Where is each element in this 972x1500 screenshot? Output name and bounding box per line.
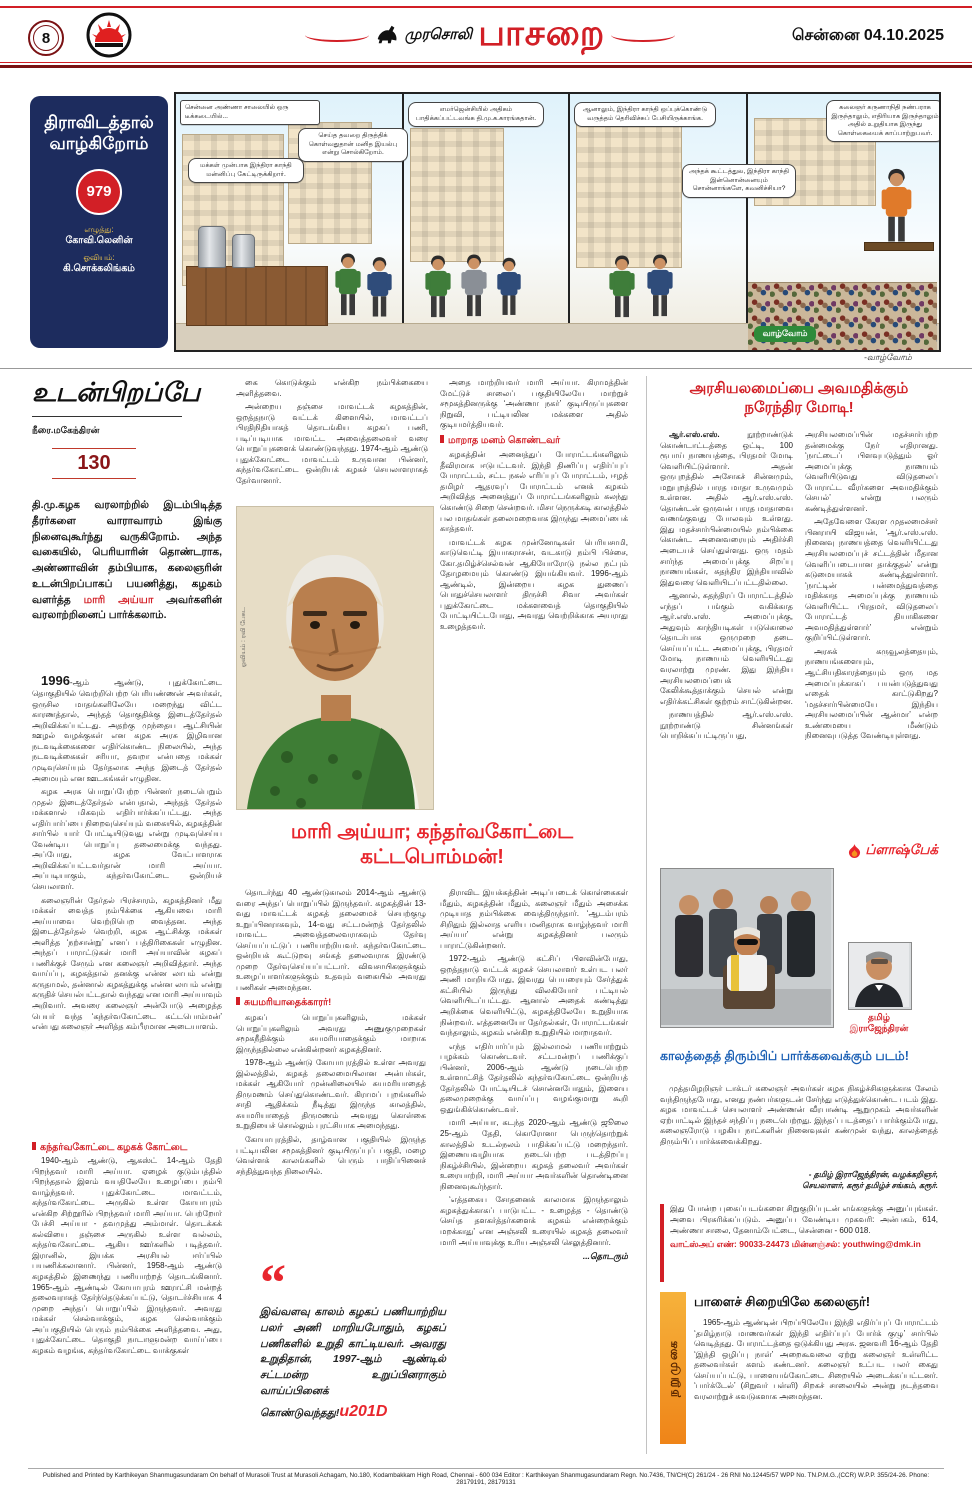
- article-paragraph: தொடர்ந்து 40 ஆண்டுகாலம் 2014-ஆம் ஆண்டு வரை அந்தப் பொறுப்பில் இருந்தவர். கழகத்தின் 13-வது மாவட்டக் கழகத் தலைமைச் செயற்குழு உறுப்பினராகவும், 14-வது சட்டமன்றத் தேர்தலில் மாவட்ட அவைத்தலைவராகவும் தேர்வு செய்யப்பட்டுப் பணியாற்றியவர். கந்தர்வகோட்டை ஒன்றியக் கூட்டுறவு சங்கத் தலைவராக இரண்டு முறை தேர்வுசெய்யப்பட்டார். விவசாயிகளுக்கும் உழைப்பாளர்களுக்கும் உதவும் வகையில் அவரது பணிகள் அமைந்தன.: [236, 888, 426, 992]
- comic-caption: சென்னை அண்ணா சாலையில் ஒரு டீக்கடையில்...: [180, 100, 320, 125]
- comic-artist-label: ஓவியம்:: [83, 252, 115, 262]
- article-paragraph: [32, 672, 222, 784]
- series-title: உடன்பிறப்பே: [32, 378, 201, 407]
- contact-box: [660, 1204, 938, 1282]
- lead-word: ஆர்.எஸ்.எஸ்.: [669, 430, 720, 439]
- comic-person: [460, 252, 488, 320]
- speech-bubble: அந்தக் கூட்டத்துல, இந்திரா காந்தி இன்னொன்னையும் சொன்னாங்களே, கவனிச்சியா?: [682, 164, 796, 198]
- writer-photo: [848, 942, 912, 1010]
- comic-badge: வாழ்வோம்: [754, 326, 816, 342]
- speech-bubble: எமர்ஜென்சியில் அதிகம் பாதிக்கப்பட்டவங்க தி.மு.க.காரங்கதான்.: [408, 102, 544, 127]
- article-paragraph: 1940-ஆம் ஆண்டு, ஆகஸ்ட் 14-ஆம் தேதி பிறந்தவர் மாரி அய்யா. ஏழைக் குடும்பத்தில் பிறந்ததால் இளம் வயதிலேயே உழைப்பை நம்பி வாழ்ந்தவர். புதுக்கோட்டை மாவட்டம், கந்தர்வகோட்டை அருகில் உள்ள கோயாபுரம் என்கிற சிற்றூரில் பிறந்தவர் மாரி அய்யா. பெற்றோர் பேச்சி அய்யா - தவமுத்து அம்மாள். தொடக்கக் கல்வியை தஞ்சை அருகில் உள்ள வல்லம், கந்தர்வகோட்டை ஆகிய ஊர்களில் படித்தவர். இரானில், இயக்க அரசியல் ஈர்ப்பில் பயணிக்கலானார். பின்னர், 1958-ஆம் ஆண்டு கழகத்தில் இணைந்து பணியாற்றத் தொடங்கினார். 1965-ஆம் ஆண்டில் கோயாபுரம் ஊராட்சி மன்றத் தலைவராகத் தேர்ந்தெடுக்கப்பட்டு, தொடர்ச்சியாக 4 முறை அந்தப் பொறுப்பில் இருந்தவர். அவரது மக்கள் செல்வாக்கும், கழக செல்வாக்கும் அப்பகுதியில் பெரும் நம்பிக்கை அளித்தவை. அது, புதுக்கோட்டை தொகுதி நாடாளுமன்ற வாய்ப்பை கழகம் வழங்க, கந்தர்வகோட்டை வாக்குகள்: [32, 1156, 222, 1355]
- building: [576, 124, 682, 268]
- page-number: 8: [41, 29, 51, 47]
- contact-accent-bar: [660, 1204, 664, 1282]
- panel-divider: [568, 94, 570, 350]
- article-paragraph: 1978-ஆம் ஆண்டு கோயாபுரத்தில் உள்ள அவரது இல்லத்தில், கழகத் தலைமையிலான அன்பர்கள், மக்கள் ஆகியோர் முன்னிலையில் சுயமரியாதைத் திருமணம் செய்துகொண்டவர். கிராமப் புறங்களில் சாதி ஆதிக்கம் நீடித்து இருந்த காலத்தில், சுயமரியாதைத் திருமணம் அவரது கொள்கை உறுதியைச் சொல்லும் புரட்சியாக அமைந்தது.: [236, 1058, 426, 1131]
- article-paragraph: மாரி அய்யா, கடந்த 2020-ஆம் ஆண்டு ஜூலை 25-ஆம் தேதி, கொரோனா பெருந்தொற்றுக் காலத்தில் உடல்நலம் பாதிக்கப்பட்டு மறைந்தார். இணையவழியாக நடைபெற்ற படத்திறப்பு நிகழ்ச்சியில், இன்றைய கழகத் தலைவர் அவர்கள் உரையாற்றி, மாரி அய்யா அவர்களின் தொண்டினை நினைவுகூர்ந்தார்.: [440, 1118, 628, 1191]
- article-paragraph: கை கொடுக்கும் என்கிற நம்பிக்கையை அளித்தவை.: [236, 378, 428, 398]
- column-divider: [646, 376, 647, 1454]
- flashback-body: [660, 1084, 938, 1170]
- article-paragraph: கழகப் பொறுப்புகளிலும், மக்கள் பொறுப்புகளிலும் அவரது அணுகுமுறைகள் சமூகநீதிக்கும் சுயமரியாதைக்கும் மாறாக இருந்ததில்லை என்கின்றனர் கழகத்தினர்.: [236, 1013, 426, 1054]
- prison-heading: பாளைச் சிறையிலே கலைஞர்!: [694, 1294, 871, 1309]
- article-paragraph: மாவட்டக் கழக முன்னோடிகள் பெரியசாமி, காடுவெட்டி இயாகராசன், வடகாடு நம்பி பிச்சை, கோ.தமிழ்ச்செல்வன் ஆகியோரோடு நல்ல நட்பும் தோழமையும் கொண்டு இயங்கியவர். 1996-ஆம் ஆண்டில், இன்றைய கழக துணைப் பொதுச்செயலாளர் திருச்சி சிவா அவர்கள் புதுக்கோட்டை மக்களவைத் தொகுதியில் போட்டியிட்டபோது, அவரது வெற்றிக்காக அயராது உழைத்தவர்.: [440, 537, 628, 632]
- masthead-emblem-icon: [375, 23, 399, 47]
- comic-bottom-rule: [0, 368, 972, 369]
- article-paragraph: முத்தமிழறிஞர் டாக்டர் கலைஞர் அவர்கள் கழக நிகழ்ச்சிகளுக்காக சேலம் வந்திருந்தபோது, எனது நண்பர்களுடன் சேர்ந்து எடுத்துக்கொண்ட படம் இது. கழக மாவட்டச் செயலாளர் அண்ணன் வீரபாண்டி ஆறுமுகம் அவர்களின் ஏற்பாட்டில் இந்தச் சந்திப்பு நடைபெற்றது. இந்தப் படத்தைப் பார்க்கும்போது, கலைஞரோடு பழகிய நாட்களின் நினைவுகள் கண்முன் வந்து, காலத்தைத் திரும்பிப் பார்க்கவைக்கிறது.: [660, 1084, 938, 1146]
- article-paragraph: 1972-ஆம் ஆண்டு கட்சிப் பிளவின்போது, ஒறத்தநாடு வட்டக் கழகச் செயலாளர் உள்பட பலர் அணி மாறியபோது, இவரது பெயரையும் சேர்த்துக் கட்சியில் இருந்து விலகியோர் பட்டியல் வெளியிடப்பட்டது. ஆனால் அதைக் கண்டித்து அறிக்கை வெளியிட்டு, கழகத்திலேயே உறுதியாக நின்றவர். எத்தனையோ தேர்தல்கள், போராட்டங்கள் வந்தாலும், கழகம் என்கிற உறுதியில் மாறாதவர்.: [440, 954, 628, 1038]
- article-paragraph: கோயாபுரத்தில், தாழ்வான பகுதியில் இருந்த பட்டியலின சமூகத்தினர் குடியிருப்புப் பகுதி, மழை வெள்ளக் காலங்களில் பெரும் பாதிப்பினைச் சந்தித்துவந்த நிலையில்.: [236, 1135, 426, 1176]
- credit-line1: - தமிழ் இராஜேந்திரன், வழக்கறிஞர்,: [808, 1170, 938, 1179]
- article-subhead: மாறாத மனம் கொண்டவர்: [440, 435, 628, 448]
- contact-whatsapp: வாட்ஸ்அப் எண்: 90033-24473 மின்னஞ்சல்: youthwing@dmk.in: [670, 1239, 921, 1250]
- article-column-2: [236, 378, 428, 502]
- comic-person: [334, 252, 362, 318]
- comic-person: [424, 254, 452, 320]
- tea-stall-counter: [186, 266, 328, 326]
- drop-word: 1996: [41, 673, 70, 688]
- masthead-script: முரசொலி: [404, 26, 473, 43]
- imprint-line: Published and Printed by Karthikeyan Shanmugasundaram On behalf of Murasoli Trust at Murasoli Achagam, No.180, Kodambakkam High Road, Chennai - 600 034 Editor : Karthikeyan Shanmugasundaram Regn. No.7436, TN/CH(C) 261/24 - 26 RNI No.12445/57 WPP No. TN.P.M.G.,(CCR) W.P.P. 355/24-26. Phone: 28179191, 28179131: [28, 1468, 944, 1486]
- comic-person: [646, 252, 674, 320]
- speech-bubble: மக்கள் முன்பாக இந்திரா காந்தி மன்னிப்பு கேட்டிருக்கிறார்.: [188, 158, 304, 183]
- headline-line2: கட்டபொம்மன்!: [360, 846, 504, 868]
- article-paragraph: 1965-ஆம் ஆண்டின் பிறப்பிலேயே இந்தி எதிர்ப்புப் போராட்டம் ‘தமிழ்நாடு மாணவர்கள் இந்தி எதிர்ப்புப் போர்க் குழு’ சார்பில் வெடித்தது. போராட்டத்தை ஒடுக்கியது அரசு. ஜனவரி 16-ஆம் தேதி ‘இந்தி ஒழிப்பு நாள்’ அறைகூவலை ஏற்று கலைஞர் உள்ளிட்ட தலைவர்கள் களம் கண்டனர். கலைஞர் உட்பட பலர் கைது செய்யப்பட்டு, பாளையங்கோட்டை சிறையில் அடைக்கப்பட்டனர். ‘பார்க்டேல்’ (சிறுவர் பள்ளி) சிறகச் சாலையில் அன்று நடந்தவை வரலாற்றுச் சுவடுகளாக அமைந்தன.: [694, 1318, 938, 1401]
- article-headline: [236, 820, 628, 878]
- headline-line1: மாரி அய்யா; கந்தர்வகோட்டை: [290, 821, 574, 843]
- header-rule-thick: [0, 65, 972, 68]
- comic-strip: [174, 92, 941, 352]
- speech-bubble: ஆனாலும், இந்திரா காந்தி ஒப்புக்கொண்டு வருத்தம் தெரிவிச்சுப் பேசியிருக்காங்க.: [574, 102, 716, 127]
- article-paragraph: அதை மாற்றியவர் மாரி அய்யா. கிராமத்தின் மேட்டுச் சாலைப் பகுதியிலேயே மாற்றுச் சமூகத்தினருக்கு ‘அண்ணா நகர்’ குடியிருப்புகளை நிறுவி, பட்டியலின மக்களை அதில் குடியமர்த்தியவர்.: [440, 378, 628, 430]
- article-column-1b: [32, 1156, 222, 1454]
- prison-strip-text: நறுமுகை: [666, 1338, 680, 1398]
- paragraph-text: நூற்றாண்டுக் கொண்டாட்டத்தை ஒட்டி, 100 ரூபாய் நாணயத்தை, பிரதமர் மோடி வெளியிட்டுள்ளார். அதன் ஒருபுறத்தில் அசோகச் சின்னமும், மறுபுறத்தில் பாரத மாதா உருவமும் உள்ளன. அதில் ஆர்.எஸ்.எஸ். தொண்டன் ஒருவன் பாரத மாதாவை வணங்குவது போலவும் உள்ளது. இது மதச்சார்பின்மையில் நம்பிக்கை கொண்ட அனைவரையும் அதிர்ச்சி அடையச் செய்துள்ளது. ஒரு மதம் சார்ந்த அமைப்புக்கு சிறப்பு நாணயங்கள், சுதந்திர இந்தியாவில் இதுவரை வெளியிடப்பட்டதில்லை.: [660, 430, 793, 587]
- modi-headline-line2: நரேந்திர மோடி!: [744, 398, 854, 416]
- series-intro-name: மாரி அய்யா: [83, 593, 154, 606]
- article-paragraph: அரசுக் கருவூலத்தையும், நாணயங்களையும், ஆட்சியதிகாரத்தையும் ஒரு மத அமைப்புக்காகப் பயன்படுத்துவது எதைக் காட்டுகிறது? ‘மதச்சார்பின்மையே இந்திய அரசியலமைப்பின் ஆன்மா’ என்ற உண்மையை மீண்டும் நினைவுபடுத்த வேண்டியுள்ளது.: [805, 646, 938, 741]
- article-paragraph: ‘எத்தகைய சோதனைக் காலமாக இருந்தாலும் கழகத்துக்காகப் பாடுபட்ட - உழைத்த - தொண்டு செய்த தளகர்த்தர்களைக் கழகம் என்றைக்கும் மறக்காது’ என அஞ்சலி உரையில் கழகத் தலைவர் மாரி அய்யாவுக்கு உரிய அஞ்சலி செலுத்தினார்.: [440, 1195, 628, 1247]
- flame-icon: [848, 844, 861, 859]
- continued-marker: ...தொடரும்: [582, 1251, 628, 1262]
- modi-body: [660, 430, 938, 832]
- comic-credit-artist: கி.சொக்கலிங்கம்: [63, 262, 135, 274]
- article-column-1: [32, 672, 222, 1134]
- leader-figure: [880, 168, 913, 244]
- article-paragraph: கழக அரசு பொறுப்பேற்ற பின்னர் நடைபெறும் முதல் இடைத்தேர்தல் என்பதால், அந்தத் தேர்தல் மக்களால் மிகவும் எதிர்பார்க்கப்பட்டது. அந்த எதிர்பார்ப்பை நிறைவுசெய்யும் வகையில், கழகத்தின் சார்பில் யார் போட்டியிடுவது என்று முடிவுசெய்ய வேண்டிய பொறுப்பு தலைமைக்கு வந்தது. அப்போது, கழக வேட்பாளராக அறிவிக்கப்பட்டவர்தான் மாரி அய்யா. அப்படியாகும், கந்தர்வகோட்டை ஒன்றியச் செயலாளர்.: [32, 787, 222, 891]
- series-intro-text: தி.மு.கழக வரலாற்றில் இடம்பிடித்த தீரர்களை வாராவாரம் இங்கு நினைவுகூர்ந்து வருகிறோம். அந்த வகையில், பெரியாரின் தொண்டராக, அண்ணாவின் தம்பியாக, கலைஞரின் உடன்பிறப்பாகப் பயணித்து, கழகம் வளர்த்த: [32, 499, 222, 606]
- flashback-label: [740, 842, 938, 860]
- speech-bubble: கலைஞர் கருணாநிதி நண்பராக இருந்தாலும், எதிரியாக இருந்தாலும் அதில் உறுதியாக இருந்து கொள்கையைக் காப்பாற்றுபவர்.: [826, 100, 941, 142]
- writer-name-line2: இராஜேந்திரன்: [849, 1023, 909, 1034]
- comic-credit-writer: கோவி.லெனின்: [65, 234, 133, 246]
- article-paragraph: கழகத்தின் அனைத்துப் போராட்டங்களிலும் தீவிரமாக ஈடுபட்டவர். இந்தி திணிப்பு எதிர்ப்புப் போராட்டம், சட்ட நகல் எரிப்புப் போராட்டம், ஈழத் தமிழர் ஆதரவுப் போராட்டம் எனக் கழகம் அறிவித்த அனைத்துப் போராட்டங்களிலும் கலந்து கொண்டு சிறை சென்றவர். மிசா நெருக்கடி காலத்தில் பல மாதங்கள் தலைமறைவாக இருந்து அமைப்பைக் காத்தவர்.: [440, 450, 628, 534]
- contact-text: இது போன்ற புகைப்படங்களை சிறுகுறிப்புடன் எங்களுக்கு அனுப்புங்கள். அவை பிரசுரிக்கப்படும். அனுப்ப வேண்டிய முகவரி: அன்பகம், 614, அண்ணா சாலை, தேனாம்பேட்டை, சென்னை - 600 018.: [670, 1204, 938, 1235]
- comic-title-line2: வாழ்கிறோம்: [49, 134, 149, 154]
- flashback-label-text: ப்ளாஷ்பேக்: [865, 842, 938, 857]
- article-column-3b: [440, 888, 628, 1432]
- masthead-title: பாசறை: [478, 12, 606, 53]
- dateline: சென்னை 04.10.2025: [791, 27, 944, 44]
- article-subhead: சுயமரியாதைக்காரர்!: [236, 997, 426, 1010]
- masthead: [300, 10, 680, 60]
- series-episode-box: [52, 448, 136, 479]
- header-rule-thin: [0, 62, 972, 63]
- article-paragraph: நாணயத்தில் ஆர்.எஸ்.எஸ். நூற்றாண்டு சின்னங்கள் பொறிக்கப்பட்டிருப்பது, அரசியலமைப்பின் மதச்சார்பற்ற தன்மைக்கு நேர் எதிரானது. ‘நாட்டைப் பிளவுபடுத்தும் ஓர் அமைப்புக்கு நாணயம் வெளியிடுவது விடுதலைப் போராட்ட வீரர்களை அவமதிக்கும் செயல்’ என்று பலரும் கண்டித்துள்ளனர்.: [660, 430, 938, 741]
- comic-series-number: 979: [76, 169, 122, 215]
- comic-writer-label: எழுத்து:: [84, 224, 114, 234]
- writer-name-line1: தமிழ்: [868, 1012, 890, 1022]
- article-paragraph: திராவிட இயக்கத்தின் அடிப்படைக் கொள்கைகள் மீதும், கழகத்தின் மீதும், கலைஞர் மீதும் அசைக்க முடியாத நம்பிக்கை வைத்திருந்தார். ‘ஆடம்பரம் சிறிதும் இல்லாத எளிய மனிதராக வாழ்ந்தவர் மாரி அய்யா’ என்று கழகத்தினர் பலரும் பாராட்டுகின்றனர்.: [440, 888, 628, 950]
- prison-body: [694, 1318, 938, 1446]
- article-paragraph: ஆனால், சுதந்திரப் போராட்டத்தில் எந்தப் பங்கும் வகிக்காத ஆர்.எஸ்.எஸ். அமைப்புக்கு, அதுவும் காந்தியடிகள் படுகொலை தொடர்பாக ஒருமுறை தடை செய்யப்பட்ட அமைப்புக்கு, பிரதமர் மோடி நாணயம் வெளியிட்டது வரலாற்று முரண். இது இந்திய அரசியலமைப்பைக் கேலிக்கூத்தாக்கும் செயல் என்று எதிர்க்கட்சிகள் குற்றம் சாட்டுகின்றன.: [660, 591, 793, 706]
- series-author: நீரை.மகேந்திரன்: [32, 425, 100, 434]
- article-paragraph: அதேவேளை கேரள முதலமைச்சர் பினராயி விஜயன், ‘ஆர்.எஸ்.எஸ். நினைவு நாணயத்தை வெளியிட்டது அரசியலமைப்புச் சட்டத்தின் மீதான வெளிப்படையான தாக்குதல்’ என்று கடுமையாகக் கண்டித்துள்ளார். ‘நாட்டின் பன்மைத்துவத்தை மதிக்காத அமைப்புக்கு நாணயம் வெளியிட்ட பிரதமர், விடுதலைப் போராட்டத் தியாகிகளை அவமதித்துள்ளார்’ என்றும் குறிப்பிட்டுள்ளார்.: [805, 517, 938, 643]
- comic-person: [496, 256, 522, 318]
- flashback-photo: [660, 868, 834, 1028]
- prison-strip-label: [660, 1292, 686, 1444]
- paragraph-text: -ஆம் ஆண்டு, புதுக்கோட்டை தொகுதியில் வெற்றிபெற்ற பெரியண்ணன் அவர்கள், ஒருசில மாதங்களிலேயே மறைந்து விட்ட காரணத்தால், அந்தத் தொகுதிக்கு இடைத்தேர்தல் அறிவிக்கப்பட்டது. அதற்கு முந்தைய ஆட்சியின் ஊழல் வழக்குகள் என கழக அரசு இழிவான நடவடிக்கைகளை எதிர்கொண்ட நிலையில், அந்த நடவடிக்கைகள் சரியா, தவறா என்பதை மக்கள் முடிவுசெய்யும் தேர்தலாக அந்த இடைத் தேர்தல் அமையும் என ஊடகங்கள் எழுதின.: [32, 678, 222, 783]
- speech-bubble: செய்த தவறை திருத்திக் கொள்வதுதான் மனித இயல்பு என்று சொல்கிறோம்.: [298, 128, 408, 162]
- comic-person: [366, 256, 393, 319]
- pull-quote-text: இவ்வளவு காலம் கழகப் பணியாற்றிய பலர் அணி மாறியபோதும், கழகப் பணிகளில் உறுதி காட்டியவர். அவரது உறுதிதான், 1997-ஆம் ஆண்டில் சட்டமன்ற உறுப்பினராகும் வாய்ப்பினைக் கொண்டுவந்தது! u201D: [260, 1305, 446, 1424]
- modi-headline: [660, 380, 938, 424]
- comic-title-box: [30, 96, 168, 348]
- modi-headline-line1: அரசியலமைப்பை அவமதிக்கும்: [689, 380, 909, 397]
- milk-can: [232, 234, 255, 268]
- comic-title-line1: திராவிடத்தால்: [44, 113, 154, 132]
- series-rule: [32, 416, 182, 417]
- page-number-badge: [28, 20, 64, 56]
- article-subhead: கந்தர்வகோட்டை கழகக் கோட்டை: [32, 1142, 222, 1154]
- credit-line2: செயலாளர், கரூர் தமிழ்ச் சங்கம், கரூர்.: [802, 1180, 938, 1190]
- portrait-caption: ஓவியம் : ரவி பேகட: [240, 607, 247, 668]
- flashback-heading: காலத்தைத் திரும்பிப் பார்க்கவைக்கும் படம்!: [660, 1049, 909, 1063]
- portrait-illustration: [236, 506, 434, 810]
- article-column-2b: [236, 888, 426, 1256]
- publisher-logo-icon: [86, 12, 132, 58]
- top-rule: [0, 6, 972, 8]
- masthead-flourish-right: [611, 28, 675, 42]
- milk-can: [198, 226, 226, 268]
- pull-quote: [246, 1255, 454, 1462]
- article-paragraph: அன்றைய தஞ்சை மாவட்டக் கழகத்தின், ஒறத்தநாடு வட்டக் கிளையில், மாவட்டப் பிரதிநிதியாகத் தொடங்கிய கழகப் பணி, படிப்படியாக மாவட்ட அவைத்தலைவர் வரை பொறுப்புகளைக் கொண்டுவந்தது. 1974-ஆம் ஆண்டு புதுக்கோட்டை மாவட்டம் உருவான பின்னர், கந்தர்வகோட்டை ஒன்றியக் கழகச் செயலாளராகத் தேர்வானார்.: [236, 402, 428, 485]
- comic-person: [608, 254, 636, 320]
- writer-name: [838, 1012, 920, 1035]
- series-intro: [32, 498, 222, 664]
- article-paragraph: [660, 430, 793, 588]
- article-paragraph: எந்த எதிர்பார்ப்பும் இல்லாமல் பணியாற்றும் பழக்கம் கொண்டவர். சட்டமன்றப் பணிக்குப் பின்னர், 2006-ஆம் ஆண்டு நடைபெற்ற உள்ளாட்சித் தேர்தலில் கந்தர்வகோட்டை ஒன்றியத் தேர்தலில் போட்டியிடச் சொன்னபோதும், இளைய தலைமுறைக்கு வாய்ப்பு வழங்குமாறு கூறி ஒதுங்கிக்கொண்டவர்.: [440, 1041, 628, 1114]
- series-intro-tail: அவர்களின் வரலாற்றினைப் பார்க்கலாம்.: [32, 593, 222, 622]
- article-paragraph: கலைஞரின் தேர்தல் பிரச்சாரம், கழகத்தினர் மீது மக்கள் வைத்த நம்பிக்கை ஆகியவை மாரி அய்யாவை வெற்றிபெற வைத்தன. அந்த இடைத்தேர்தல் வெற்றி, கழக ஆட்சிக்கு மக்கள் அளித்த ‘நற்சான்று’ எனப் பத்திரிகைகள் எழுதின. அந்தப் பாராட்டுகள் மாரி அய்யாவின் கழகப் பணிக்குச் சேரும் என கலைஞர் அறிவித்தார். அந்த வாய்ப்பு, கழகத்தால் தனக்கு என்ன லாபம் என்று கருதாமல், தன்னால் கழகத்துக்கு என்ன லாபம் என்று கருதிச் செயல்பட்டதால் வந்தது என மாரி அய்யாவும் அறிவார். அவரை கலைஞர் அன்போடு அழைத்த பெயர் வந்த ‘கந்தர்வகோட்டை கட்டபொம்மன்’ என்பது கலைஞர் அளித்த கம்பீரமான அடையாளம்.: [32, 895, 222, 1032]
- flashback-credit: [660, 1170, 938, 1196]
- article-column-3: [440, 378, 628, 812]
- building: [410, 128, 504, 262]
- masthead-flourish-left: [305, 28, 369, 42]
- series-episode-number: 130: [77, 452, 111, 474]
- quote-mark-icon: “: [260, 1255, 286, 1312]
- comic-signature: -வாழ்வோம்: [864, 352, 912, 362]
